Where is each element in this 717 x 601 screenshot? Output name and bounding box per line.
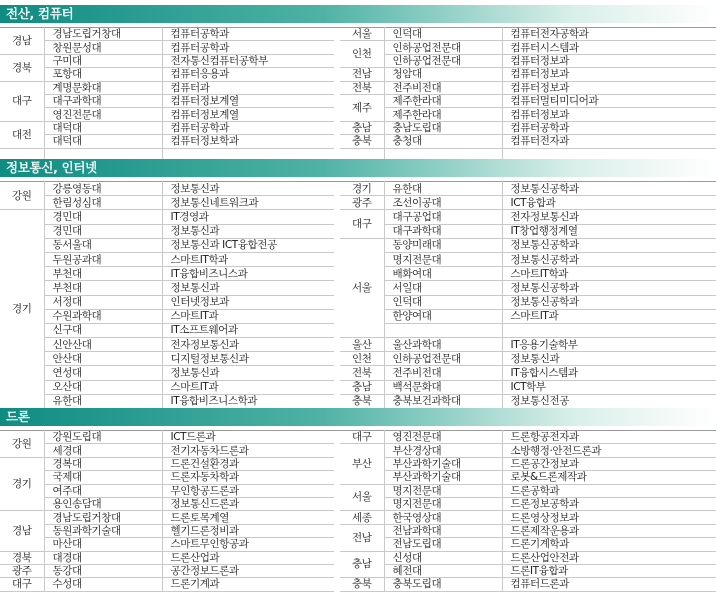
department-cell: 정보통신과: [162, 224, 334, 238]
college-cell: 동강대: [44, 564, 162, 577]
table-row: [0, 81, 716, 94]
header-bar: [0, 5, 717, 23]
department-cell: 정보통신드론과: [162, 497, 334, 510]
department-cell: IT응용기술학부: [502, 338, 716, 352]
department-cell: 드론기계과: [162, 578, 334, 591]
column-gap: [334, 497, 340, 510]
college-cell: 제주한라대: [384, 94, 502, 107]
college-cell: 안산대: [44, 352, 162, 366]
section-header: [0, 3, 717, 25]
region-cell: 인천: [340, 352, 384, 366]
college-cell: 연성대: [44, 366, 162, 380]
college-table: [0, 27, 716, 162]
department-cell: 드론산업안전과: [502, 551, 716, 564]
college-cell: 혜전대: [384, 564, 502, 577]
region-cell: 충북: [340, 135, 384, 148]
college-cell: 오산대: [44, 380, 162, 394]
region-cell: 경기: [340, 182, 384, 196]
college-cell: 경민대: [44, 210, 162, 224]
college-cell: 조선이공대: [384, 196, 502, 210]
column-gap: [334, 564, 340, 577]
table-row: [0, 484, 716, 497]
table-row: [0, 28, 716, 41]
header-bar: [0, 408, 717, 426]
college-cell: 서일대: [384, 281, 502, 295]
college-cell: 동양미래대: [384, 238, 502, 252]
region-cell: 강원: [0, 431, 44, 458]
region-cell: 경남: [0, 28, 44, 55]
table-row: [0, 210, 716, 224]
department-cell: 소방행정·안전드론과: [502, 444, 716, 457]
region-cell: 대구: [340, 431, 384, 444]
college-cell: 창원문성대: [44, 41, 162, 54]
department-cell: 드론공간정보과: [502, 457, 716, 470]
region-cell: 대구: [0, 81, 44, 121]
department-cell: 드론IT융합과: [502, 564, 716, 577]
header-bar: [0, 159, 717, 177]
column-gap: [334, 252, 340, 266]
college-cell: 유한대: [384, 182, 502, 196]
college-cell: 대덕대: [44, 135, 162, 148]
college-cell: 계명문화대: [44, 81, 162, 94]
college-cell: 한국영상대: [384, 511, 502, 524]
region-cell: 전남: [340, 68, 384, 81]
region-cell: 대구: [340, 210, 384, 238]
region-cell: 대전: [0, 121, 44, 148]
college-cell: 세경대: [44, 444, 162, 457]
column-gap: [334, 457, 340, 470]
region-cell: 경북: [0, 54, 44, 81]
department-cell: 컴퓨터공학과: [502, 121, 716, 134]
department-cell: 컴퓨터공학과: [162, 28, 334, 41]
college-cell: 한양여대: [384, 309, 502, 323]
college-cell: 강원도립대: [44, 431, 162, 444]
college-cell: 경남도립거창대: [44, 511, 162, 524]
college-cell: 대덕대: [44, 121, 162, 134]
region-cell: 대구: [0, 578, 44, 591]
department-cell: IT창업행정계열: [502, 224, 716, 238]
table-row: [0, 238, 716, 252]
section-header: [0, 157, 717, 179]
department-cell: 컴퓨터멀티미디어과: [502, 94, 716, 107]
department-cell: 정보통신네트워크과: [162, 196, 334, 210]
college-cell: 배화여대: [384, 267, 502, 281]
department-cell: 스마트IT과: [162, 309, 334, 323]
college-table: [0, 181, 716, 409]
college-cell: 용인송담대: [44, 497, 162, 510]
department-cell: 무인항공드론과: [162, 484, 334, 497]
empty-cell: [384, 323, 502, 337]
region-cell: 서울: [340, 484, 384, 511]
college-cell: 동서울대: [44, 238, 162, 252]
college-cell: 신구대: [44, 323, 162, 337]
college-cell: 명지전문대: [384, 484, 502, 497]
table-row: [0, 524, 716, 537]
college-cell: 서정대: [44, 295, 162, 309]
table-row: [0, 511, 716, 524]
table-row: [0, 551, 716, 564]
department-cell: IT융합비즈니스과: [162, 267, 334, 281]
column-gap: [334, 267, 340, 281]
department-cell: 공간정보드론과: [162, 564, 334, 577]
department-cell: 드론제작운용과: [502, 524, 716, 537]
college-cell: 울산과학대: [384, 338, 502, 352]
department-cell: 컴퓨터정보계열: [162, 108, 334, 121]
region-cell: 충북: [340, 578, 384, 591]
department-cell: 정보통신공학과: [502, 182, 716, 196]
column-gap: [334, 471, 340, 484]
department-cell: 컴퓨터공학과: [162, 121, 334, 134]
table-row: [0, 431, 716, 444]
department-cell: 컴퓨터전자과: [502, 135, 716, 148]
college-cell: 명지전문대: [384, 252, 502, 266]
department-cell: 전자정보통신과: [162, 338, 334, 352]
department-cell: 컴퓨터응용과: [162, 68, 334, 81]
department-cell: IT소프트웨어과: [162, 323, 334, 337]
region-cell: 강원: [0, 182, 44, 210]
college-cell: 전주비전대: [384, 366, 502, 380]
department-cell: 드론항공전자과: [502, 431, 716, 444]
department-cell: 전기자동차드론과: [162, 444, 334, 457]
department-cell: 드론토목계열: [162, 511, 334, 524]
region-cell: 인천: [340, 41, 384, 68]
section-title: 전산, 컴퓨터: [6, 6, 74, 21]
college-cell: 인덕대: [384, 28, 502, 41]
department-cell: 스마트IT과: [162, 380, 334, 394]
column-gap: [334, 224, 340, 238]
college-cell: 충북보건과학대: [384, 394, 502, 408]
region-cell: 부산: [340, 444, 384, 484]
college-cell: 부산과학기술대: [384, 471, 502, 484]
college-cell: 인덕대: [384, 295, 502, 309]
department-cell: 로봇&드론제작과: [502, 471, 716, 484]
department-cell: 인터넷정보과: [162, 295, 334, 309]
college-cell: 전남과학대: [384, 524, 502, 537]
column-gap: [334, 295, 340, 309]
region-cell: 충남: [340, 121, 384, 134]
column-gap: [334, 281, 340, 295]
department-cell: ICT드론과: [162, 431, 334, 444]
college-cell: 국제대: [44, 471, 162, 484]
section-computer: [0, 3, 717, 148]
college-cell: 포항대: [44, 68, 162, 81]
department-cell: 스마트IT학과: [502, 267, 716, 281]
region-cell: 충남: [340, 551, 384, 578]
college-cell: 두원공과대: [44, 252, 162, 266]
department-cell: IT융합시스템과: [502, 366, 716, 380]
college-cell: 신성대: [384, 551, 502, 564]
college-cell: 경남도립거창대: [44, 28, 162, 41]
table-row: [0, 94, 716, 107]
department-cell: 정보통신공학과: [502, 238, 716, 252]
section-telecom: [0, 157, 717, 408]
department-cell: 정보통신과: [162, 366, 334, 380]
table-row: [0, 135, 716, 148]
section-title: 정보통신, 인터넷: [6, 160, 97, 175]
college-cell: 동원과학기술대: [44, 524, 162, 537]
college-cell: 충청대: [384, 135, 502, 148]
table-row: [0, 196, 716, 210]
department-cell: 컴퓨터시스템과: [502, 41, 716, 54]
region-cell: 경기: [0, 210, 44, 409]
region-cell: 서울: [340, 238, 384, 337]
college-cell: 경복대: [44, 457, 162, 470]
department-cell: 컴퓨터드론과: [502, 578, 716, 591]
department-cell: IT경영과: [162, 210, 334, 224]
department-cell: 정보통신공학과: [502, 252, 716, 266]
region-cell: 제주: [340, 94, 384, 121]
department-cell: 전자통신컴퓨터공학부: [162, 54, 334, 67]
department-cell: 드론기계학과: [502, 538, 716, 551]
college-cell: 마산대: [44, 538, 162, 551]
college-cell: 여주대: [44, 484, 162, 497]
college-cell: 인하공업전문대: [384, 54, 502, 67]
department-cell: 컴퓨터정보계열: [162, 94, 334, 107]
college-cell: 백석문화대: [384, 380, 502, 394]
department-cell: 정보통신과: [162, 182, 334, 196]
region-cell: 경기: [0, 457, 44, 511]
college-cell: 대구과학대: [44, 94, 162, 107]
college-cell: 수성대: [44, 578, 162, 591]
column-gap: [334, 309, 340, 323]
department-cell: 드론건설환경과: [162, 457, 334, 470]
college-cell: 대구공업대: [384, 210, 502, 224]
department-cell: 정보통신공학과: [502, 295, 716, 309]
college-cell: 전남도립대: [384, 538, 502, 551]
section-drone: [0, 406, 717, 591]
college-cell: 강릉영동대: [44, 182, 162, 196]
department-cell: 컴퓨터정보학과: [162, 135, 334, 148]
college-cell: 전주비전대: [384, 81, 502, 94]
college-cell: 대경대: [44, 551, 162, 564]
college-cell: 신안산대: [44, 338, 162, 352]
department-cell: IT융합비즈니스학과: [162, 394, 334, 408]
department-cell: ICT학부: [502, 380, 716, 394]
region-cell: 광주: [340, 196, 384, 210]
department-cell: 컴퓨터공학과: [162, 41, 334, 54]
college-cell: 구미대: [44, 54, 162, 67]
column-gap: [334, 538, 340, 551]
college-table: [0, 430, 716, 592]
college-cell: 영진전문대: [44, 108, 162, 121]
region-cell: 울산: [340, 338, 384, 352]
college-cell: 유한대: [44, 394, 162, 408]
department-cell: 정보통신전공: [502, 394, 716, 408]
table-row: [0, 380, 716, 394]
college-cell: 부산경상대: [384, 444, 502, 457]
region-cell: 경남: [0, 511, 44, 551]
table-row: [0, 352, 716, 366]
department-cell: 정보통신공학과: [502, 281, 716, 295]
department-cell: 드론영상정보과: [502, 511, 716, 524]
column-gap: [334, 54, 340, 67]
department-cell: 정보통신과 ICT융합전공: [162, 238, 334, 252]
table-row: [0, 444, 716, 457]
region-cell: 서울: [340, 28, 384, 41]
college-cell: 명지전문대: [384, 497, 502, 510]
region-cell: 충북: [340, 394, 384, 408]
college-cell: 부천대: [44, 281, 162, 295]
college-cell: 충남도립대: [384, 121, 502, 134]
college-cell: 충북도립대: [384, 578, 502, 591]
section-title: 드론: [6, 409, 30, 424]
table-row: [0, 578, 716, 591]
table-row: [0, 68, 716, 81]
college-cell: 수원과학대: [44, 309, 162, 323]
column-gap: [334, 108, 340, 121]
region-cell: 광주: [0, 564, 44, 577]
college-cell: 대구과학대: [384, 224, 502, 238]
region-cell: 전북: [340, 81, 384, 94]
college-cell: 인하공업전문대: [384, 41, 502, 54]
department-cell: 디지털정보통신과: [162, 352, 334, 366]
department-cell: 헬기드론정비과: [162, 524, 334, 537]
department-cell: 스마트IT과: [502, 309, 716, 323]
department-cell: 컴퓨터정보과: [502, 54, 716, 67]
college-cell: 인하공업전문대: [384, 352, 502, 366]
table-row: [0, 366, 716, 380]
department-cell: 정보통신과: [162, 281, 334, 295]
department-cell: 컴퓨터정보과: [502, 108, 716, 121]
department-cell: 컴퓨터과: [162, 81, 334, 94]
section-header: [0, 406, 717, 428]
college-cell: 제주한라대: [384, 108, 502, 121]
department-cell: 스마트IT학과: [162, 252, 334, 266]
college-cell: 청암대: [384, 68, 502, 81]
region-cell: 전북: [340, 366, 384, 380]
table-row: [0, 338, 716, 352]
department-cell: 컴퓨터정보과: [502, 81, 716, 94]
college-cell: 영진전문대: [384, 431, 502, 444]
department-cell: 컴퓨터전자공학과: [502, 28, 716, 41]
department-cell: 드론정보공학과: [502, 497, 716, 510]
department-cell: 드론자동차학과: [162, 471, 334, 484]
department-cell: 드론공학과: [502, 484, 716, 497]
empty-cell: [502, 323, 716, 337]
region-cell: 경북: [0, 551, 44, 564]
table-row: [0, 41, 716, 54]
department-cell: 정보통신과: [502, 352, 716, 366]
department-cell: 컴퓨터정보과: [502, 68, 716, 81]
college-cell: 한림성심대: [44, 196, 162, 210]
column-gap: [334, 323, 340, 337]
college-cell: 부산과학기술대: [384, 457, 502, 470]
college-cell: 부천대: [44, 267, 162, 281]
department-cell: 드론산업과: [162, 551, 334, 564]
region-cell: 충남: [340, 380, 384, 394]
region-cell: 세종: [340, 511, 384, 524]
region-cell: 전남: [340, 524, 384, 551]
department-cell: 스마트무인항공과: [162, 538, 334, 551]
department-cell: ICT융합과: [502, 196, 716, 210]
table-row: [0, 121, 716, 134]
table-row: [0, 182, 716, 196]
college-cell: 경민대: [44, 224, 162, 238]
department-cell: 전자정보통신과: [502, 210, 716, 224]
